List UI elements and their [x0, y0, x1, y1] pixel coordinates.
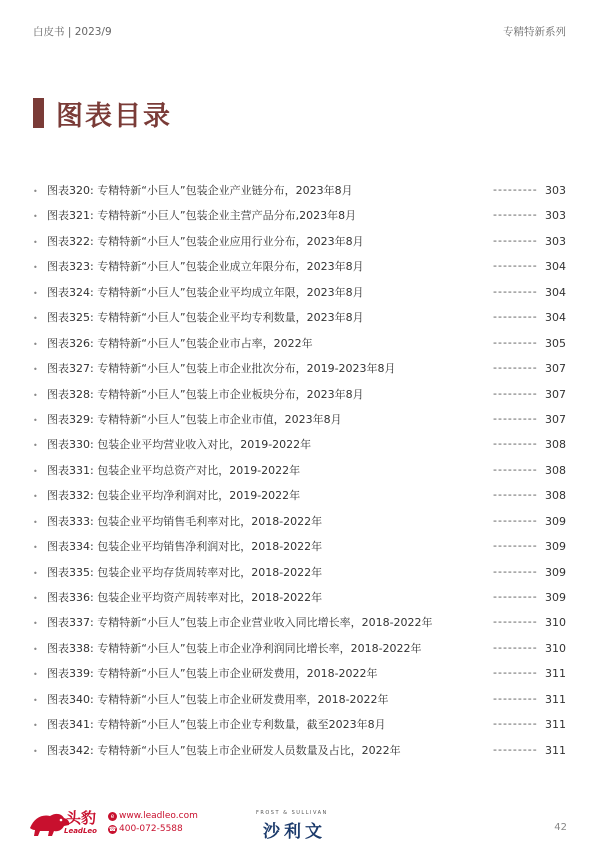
toc-entry[interactable]	[33, 388, 568, 413]
toc-leader: ---------	[493, 233, 538, 247]
toc-entry-page[interactable]: 311	[545, 667, 566, 681]
footer	[0, 800, 600, 866]
toc-leader: ---------	[493, 284, 538, 298]
toc-entry-page[interactable]: 304	[545, 285, 566, 299]
toc-leader: ---------	[493, 513, 538, 527]
toc-entry[interactable]	[33, 413, 568, 438]
bullet-icon: •	[33, 568, 38, 578]
toc-entry-page[interactable]: 305	[545, 336, 566, 350]
toc-leader: ---------	[493, 590, 538, 603]
toc-entry-page[interactable]: 311	[545, 743, 566, 757]
toc-entry-label[interactable]: 图表340: 专精特新“小巨人”包装上市企业研发费用率，2018-2022年	[47, 692, 389, 706]
phone-line	[108, 824, 183, 834]
bullet-icon: •	[33, 441, 38, 451]
bullet-icon: •	[33, 695, 38, 705]
partner-name-cn: 沙利文	[263, 822, 326, 842]
toc-leader: ---------	[493, 386, 538, 400]
toc-entry[interactable]	[33, 209, 568, 234]
toc-entry-page[interactable]: 310	[545, 616, 566, 630]
toc-leader: ---------	[493, 335, 538, 349]
toc-entry-page[interactable]: 308	[545, 438, 566, 452]
toc-entry[interactable]	[33, 744, 568, 769]
toc-leader: ---------	[493, 615, 538, 629]
bullet-icon: •	[33, 212, 38, 222]
toc-leader: ---------	[493, 742, 538, 756]
toc-leader: ---------	[493, 717, 538, 731]
bullet-icon: •	[33, 187, 38, 196]
toc-entry-label[interactable]: 图表329: 专精特新“小巨人”包装上市企业市值，2023年8月	[47, 412, 342, 426]
toc-entry-page[interactable]: 303	[545, 184, 566, 197]
toc-entry-label[interactable]: 图表323: 专精特新“小巨人”包装企业成立年限分布，2023年8月	[47, 260, 364, 274]
toc-leader: ---------	[493, 411, 538, 425]
toc-entry[interactable]	[33, 540, 568, 565]
toc-entry-page[interactable]: 309	[545, 540, 566, 554]
toc-entry[interactable]	[33, 693, 568, 718]
toc-leader: ---------	[493, 462, 538, 476]
toc-entry-label[interactable]: 图表334: 包装企业平均销售净利润对比，2018-2022年	[47, 540, 323, 554]
toc-entry-page[interactable]: 309	[545, 514, 566, 528]
toc-leader: ---------	[493, 640, 538, 654]
toc-entry-page[interactable]: 307	[545, 412, 566, 426]
bullet-icon: •	[33, 746, 38, 756]
toc-entry-label[interactable]: 图表335: 包装企业平均存货周转率对比，2018-2022年	[47, 565, 323, 579]
toc-leader: ---------	[493, 488, 538, 502]
toc-entry-page[interactable]: 307	[545, 362, 566, 376]
toc-entry[interactable]	[33, 642, 568, 667]
bullet-icon: •	[33, 492, 38, 502]
toc-entry-page[interactable]: 304	[545, 260, 566, 274]
toc-entry[interactable]	[33, 362, 568, 387]
bullet-icon: •	[33, 415, 38, 425]
toc-entry-page[interactable]: 309	[545, 591, 566, 604]
toc-entry[interactable]	[33, 667, 568, 692]
toc-leader: ---------	[493, 437, 538, 451]
page-number: 42	[554, 822, 567, 833]
bullet-icon: •	[33, 670, 38, 680]
toc-leader: ---------	[493, 564, 538, 578]
bullet-icon: •	[33, 543, 38, 553]
toc-entry-label[interactable]: 图表337: 专精特新“小巨人”包装上市企业营业收入同比增长率，2018-2022年	[47, 616, 433, 630]
toc-entry[interactable]	[33, 311, 568, 336]
toc-leader: ---------	[493, 691, 538, 705]
website-line[interactable]	[108, 811, 198, 821]
toc-entry-page[interactable]: 311	[545, 718, 566, 732]
toc-entry-page[interactable]: 303	[545, 209, 566, 223]
header-right: 专精特新系列	[503, 26, 566, 38]
bullet-icon: •	[33, 644, 38, 654]
toc-entry-label[interactable]: 图表322: 专精特新“小巨人”包装企业应用行业分布，2023年8月	[47, 234, 364, 248]
bullet-icon: •	[33, 263, 38, 273]
toc-entry[interactable]	[33, 489, 568, 514]
toc-entry-label[interactable]: 图表332: 包装企业平均净利润对比，2019-2022年	[47, 489, 301, 503]
bullet-icon: •	[33, 721, 38, 731]
toc-entry-page[interactable]: 307	[545, 387, 566, 401]
toc-entry-label[interactable]: 图表342: 专精特新“小巨人”包装上市企业研发人员数量及占比，2022年	[47, 743, 401, 757]
toc-leader: ---------	[493, 361, 538, 375]
toc-entry-label[interactable]: 图表338: 专精特新“小巨人”包装上市企业净利润同比增长率，2018-2022年	[47, 641, 422, 655]
toc-entry-label[interactable]: 图表327: 专精特新“小巨人”包装上市企业批次分布，2019-2023年8月	[47, 362, 396, 376]
table-of-figures	[33, 184, 568, 769]
toc-entry-page[interactable]: 310	[545, 641, 566, 655]
toc-entry-label[interactable]: 图表341: 专精特新“小巨人”包装上市企业专利数量，截至2023年8月	[47, 718, 386, 732]
title-accent-bar	[33, 98, 44, 128]
brand-name-cn: 头豹	[66, 809, 97, 827]
toc-entry[interactable]	[33, 515, 568, 540]
toc-entry-page[interactable]: 308	[545, 463, 566, 477]
toc-entry-label[interactable]: 图表330: 包装企业平均营业收入对比，2019-2022年	[47, 438, 312, 452]
toc-entry[interactable]	[33, 337, 568, 362]
toc-entry-label[interactable]: 图表333: 包装企业平均销售毛利率对比，2018-2022年	[47, 514, 323, 528]
bullet-icon: •	[33, 339, 38, 349]
toc-entry-label[interactable]: 图表326: 专精特新“小巨人”包装企业市占率，2022年	[47, 336, 313, 350]
toc-entry[interactable]	[33, 464, 568, 489]
bullet-icon: •	[33, 619, 38, 629]
toc-entry[interactable]	[33, 286, 568, 311]
toc-entry[interactable]	[33, 184, 568, 209]
bullet-icon: •	[33, 517, 38, 527]
phone-text: 400-072-5588	[119, 824, 183, 834]
bullet-icon: •	[33, 390, 38, 400]
toc-entry-label[interactable]: 图表320: 专精特新“小巨人”包装企业产业链分布，2023年8月	[47, 184, 353, 197]
toc-entry-label[interactable]: 图表324: 专精特新“小巨人”包装企业平均成立年限，2023年8月	[47, 285, 364, 299]
bullet-icon: •	[33, 365, 38, 375]
header-left: 白皮书 | 2023/9	[33, 26, 112, 38]
toc-entry-page[interactable]: 311	[545, 692, 566, 706]
bullet-icon: •	[33, 237, 38, 247]
section-title: 图表目录	[56, 101, 172, 132]
toc-entry[interactable]	[33, 718, 568, 743]
toc-entry[interactable]	[33, 616, 568, 641]
toc-entry-page[interactable]: 308	[545, 489, 566, 503]
toc-entry[interactable]	[33, 438, 568, 463]
toc-entry-label[interactable]: 图表336: 包装企业平均资产周转率对比，2018-2022年	[47, 591, 323, 604]
toc-entry[interactable]	[33, 566, 568, 591]
toc-entry[interactable]	[33, 260, 568, 285]
brand-name-en: LeadLeo	[64, 827, 97, 835]
toc-leader: ---------	[493, 208, 538, 222]
toc-leader: ---------	[493, 183, 538, 196]
toc-entry-label[interactable]: 图表328: 专精特新“小巨人”包装上市企业板块分布，2023年8月	[47, 387, 364, 401]
toc-leader: ---------	[493, 310, 538, 324]
website-text[interactable]: www.leadleo.com	[119, 811, 198, 821]
partner-name-en: FROST & SULLIVAN	[256, 810, 328, 816]
toc-entry-page[interactable]: 303	[545, 234, 566, 248]
toc-entry[interactable]	[33, 235, 568, 260]
toc-leader: ---------	[493, 666, 538, 680]
toc-entry-label[interactable]: 图表321: 专精特新“小巨人”包装企业主营产品分布,2023年8月	[47, 209, 357, 223]
toc-entry-page[interactable]: 304	[545, 311, 566, 325]
phone-icon: ☎	[108, 826, 117, 833]
toc-leader: ---------	[493, 539, 538, 553]
globe-icon: e	[108, 812, 117, 821]
toc-entry[interactable]	[33, 591, 568, 616]
toc-entry-label[interactable]: 图表331: 包装企业平均总资产对比，2019-2022年	[47, 463, 301, 477]
bullet-icon: •	[33, 288, 38, 298]
toc-leader: ---------	[493, 259, 538, 273]
toc-entry-label[interactable]: 图表339: 专精特新“小巨人”包装上市企业研发费用，2018-2022年	[47, 667, 378, 681]
bullet-icon: •	[33, 594, 38, 603]
toc-entry-page[interactable]: 309	[545, 565, 566, 579]
toc-entry-label[interactable]: 图表325: 专精特新“小巨人”包装企业平均专利数量，2023年8月	[47, 311, 364, 325]
bullet-icon: •	[33, 466, 38, 476]
bullet-icon: •	[33, 314, 38, 324]
